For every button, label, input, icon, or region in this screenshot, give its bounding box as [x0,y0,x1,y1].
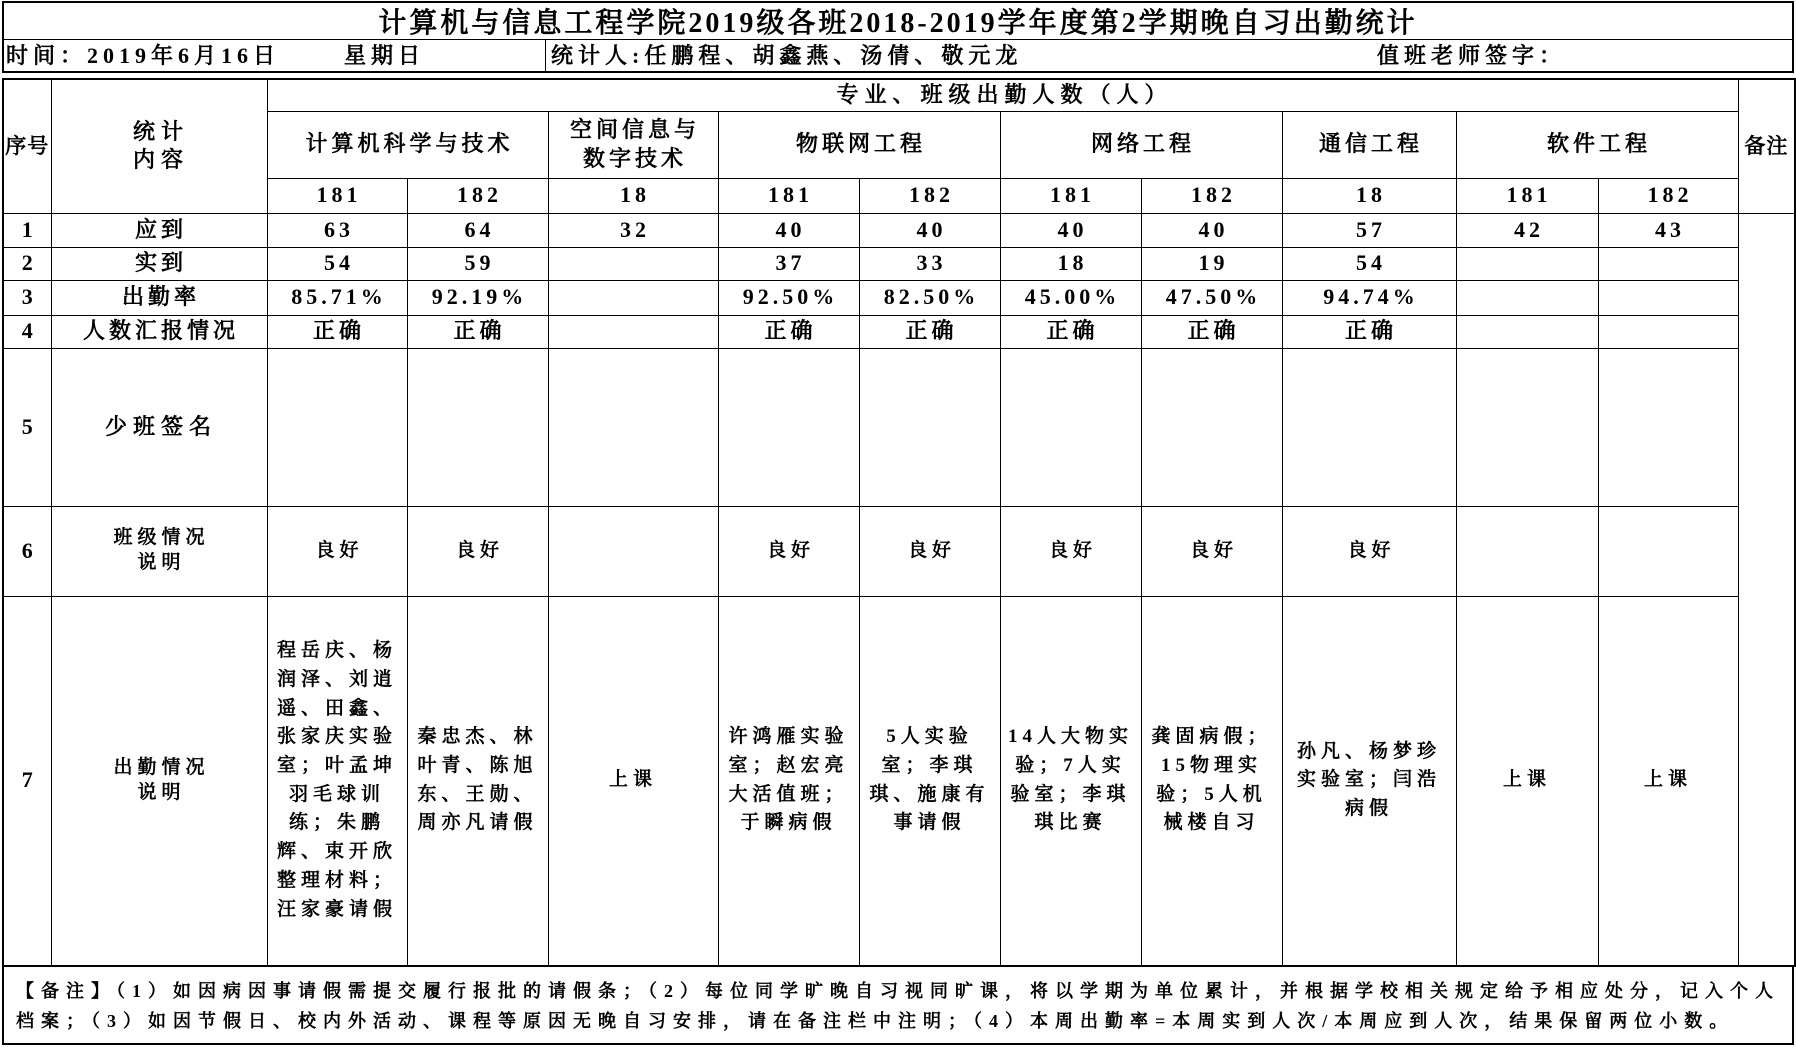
class-header: 18 [548,178,718,213]
class-condition-cell: 良好 [267,506,407,596]
row-label-attendance-notes: 出勤情况 说明 [51,596,267,966]
remarks-cell [1738,213,1795,966]
row-label-rate: 出勤率 [51,280,267,315]
header-row-classes [3,178,1795,213]
actual-count-cell: 54 [267,247,407,280]
statisticians: 统计人:任鹏程、胡鑫燕、汤倩、敬元龙 [551,43,1023,68]
report-status-cell: 正确 [1282,315,1456,348]
monitor-signature-cell [718,348,859,506]
header-stat-content: 统计 内容 [51,79,267,213]
class-header: 181 [1000,178,1141,213]
monitor-signature-cell [1141,348,1282,506]
header-remarks: 备注 [1738,79,1795,213]
attendance-note-cell: 秦忠杰、林叶青、陈旭东、王勋、周亦凡请假 [407,596,548,966]
attendance-rate-cell: 45.00% [1000,280,1141,315]
monitor-signature-cell [1598,348,1738,506]
actual-count-cell [1456,247,1598,280]
expected-count-cell: 42 [1456,213,1598,247]
attendance-rate-cell: 94.74% [1282,280,1456,315]
class-header: 181 [267,178,407,213]
table-row-rate [3,280,1795,315]
attendance-table [2,78,1796,967]
report-status-cell: 正确 [718,315,859,348]
report-status-cell: 正确 [1141,315,1282,348]
class-condition-cell [1456,506,1598,596]
major-header-communication: 通信工程 [1282,111,1456,178]
row-index: 3 [3,280,51,315]
header-index: 序号 [3,79,51,213]
actual-count-cell [1598,247,1738,280]
actual-count-cell: 37 [718,247,859,280]
table-row-class-condition [3,506,1795,596]
attendance-note-cell: 14人大物实验；7人实验室；李琪琪比赛 [1000,596,1141,966]
table-row-actual [3,247,1795,280]
info-divider [545,40,546,71]
attendance-note-cell: 5人实验室；李琪琪、施康有事请假 [859,596,1000,966]
attendance-rate-cell [548,280,718,315]
row-label-report: 人数汇报情况 [51,315,267,348]
attendance-note-cell: 孙凡、杨梦珍实验室；闫浩病假 [1282,596,1456,966]
row-index: 5 [3,348,51,506]
report-status-cell: 正确 [1000,315,1141,348]
table-row-expected [3,213,1795,247]
monitor-signature-cell [407,348,548,506]
attendance-note-cell: 上课 [1598,596,1738,966]
class-header: 181 [718,178,859,213]
class-header: 181 [1456,178,1598,213]
footer-note: 【备注】（1）如因病因事请假需提交履行报批的请假条；（2）每位同学旷晚自习视同旷课，将以学期为单位累计，并根据学校相关规定给予相应处分，记入个人档案；（3）如因节假日、校内外活动、课程等原因无晚自习安排，请在备注栏中注明；（4）本周出勤率=本周实到人次/本周应到人次，结果保留两位小数。 [2,967,1794,1045]
class-condition-cell: 良好 [1000,506,1141,596]
row-index: 6 [3,506,51,596]
attendance-rate-cell [1598,280,1738,315]
class-header: 182 [1598,178,1738,213]
attendance-rate-cell: 92.19% [407,280,548,315]
attendance-note-cell: 龚固病假；15物理实验；5人机械楼自习 [1141,596,1282,966]
report-status-cell [548,315,718,348]
row-index: 1 [3,213,51,247]
major-header-software: 软件工程 [1456,111,1738,178]
class-condition-cell: 良好 [1141,506,1282,596]
table-row-report [3,315,1795,348]
class-header: 182 [407,178,548,213]
row-label-signature: 少班签名 [51,348,267,506]
attendance-rate-cell: 85.71% [267,280,407,315]
report-status-cell [1598,315,1738,348]
actual-count-cell: 33 [859,247,1000,280]
row-label-actual: 实到 [51,247,267,280]
attendance-note-cell: 上课 [548,596,718,966]
class-condition-cell: 良好 [407,506,548,596]
info-row [2,40,1794,73]
report-status-cell [1456,315,1598,348]
monitor-signature-cell [267,348,407,506]
expected-count-cell: 43 [1598,213,1738,247]
class-condition-cell [548,506,718,596]
actual-count-cell: 19 [1141,247,1282,280]
attendance-rate-cell: 47.50% [1141,280,1282,315]
class-header: 182 [859,178,1000,213]
attendance-note-cell: 上课 [1456,596,1598,966]
expected-count-cell: 57 [1282,213,1456,247]
expected-count-cell: 40 [718,213,859,247]
header-row-majors [3,111,1795,178]
class-condition-cell [1598,506,1738,596]
actual-count-cell: 54 [1282,247,1456,280]
header-row-group [3,79,1795,111]
major-header-iot: 物联网工程 [718,111,1000,178]
expected-count-cell: 40 [1000,213,1141,247]
class-condition-cell: 良好 [859,506,1000,596]
report-status-cell: 正确 [859,315,1000,348]
attendance-rate-cell: 92.50% [718,280,859,315]
actual-count-cell: 18 [1000,247,1141,280]
page-title: 计算机与信息工程学院2019级各班2018-2019学年度第2学期晚自习出勤统计 [2,1,1794,40]
major-header-network: 网络工程 [1000,111,1282,178]
actual-count-cell [548,247,718,280]
report-status-cell: 正确 [407,315,548,348]
report-weekday: 星期日 [344,43,426,68]
row-label-expected: 应到 [51,213,267,247]
attendance-rate-cell [1456,280,1598,315]
expected-count-cell: 63 [267,213,407,247]
expected-count-cell: 40 [859,213,1000,247]
report-status-cell: 正确 [267,315,407,348]
monitor-signature-cell [1282,348,1456,506]
table-row-signature [3,348,1795,506]
class-header: 182 [1141,178,1282,213]
expected-count-cell: 32 [548,213,718,247]
monitor-signature-cell [1000,348,1141,506]
class-header: 18 [1282,178,1456,213]
attendance-note-cell: 程岳庆、杨润泽、刘逍遥、田鑫、张家庆实验室；叶孟坤羽毛球训练；朱鹏辉、束开欣整理材料；汪家豪请假 [267,596,407,966]
attendance-note-cell: 许鸿雁实验室；赵宏亮大活值班；于瞬病假 [718,596,859,966]
report-date: 时间：2019年6月16日 [6,43,281,68]
monitor-signature-cell [859,348,1000,506]
row-index: 2 [3,247,51,280]
row-label-class-condition: 班级情况 说明 [51,506,267,596]
class-condition-cell: 良好 [718,506,859,596]
monitor-signature-cell [548,348,718,506]
attendance-rate-cell: 82.50% [859,280,1000,315]
major-header-spatial-info: 空间信息与 数字技术 [548,111,718,178]
table-row-attendance-notes [3,596,1795,966]
class-condition-cell: 良好 [1282,506,1456,596]
monitor-signature-cell [1456,348,1598,506]
actual-count-cell: 59 [407,247,548,280]
expected-count-cell: 64 [407,213,548,247]
row-index: 4 [3,315,51,348]
header-attendance-group: 专业、班级出勤人数（人） [267,79,1738,111]
major-header-computer-science: 计算机科学与技术 [267,111,548,178]
teacher-signature-label: 值班老师签字： [1377,43,1567,68]
expected-count-cell: 40 [1141,213,1282,247]
row-index: 7 [3,596,51,966]
